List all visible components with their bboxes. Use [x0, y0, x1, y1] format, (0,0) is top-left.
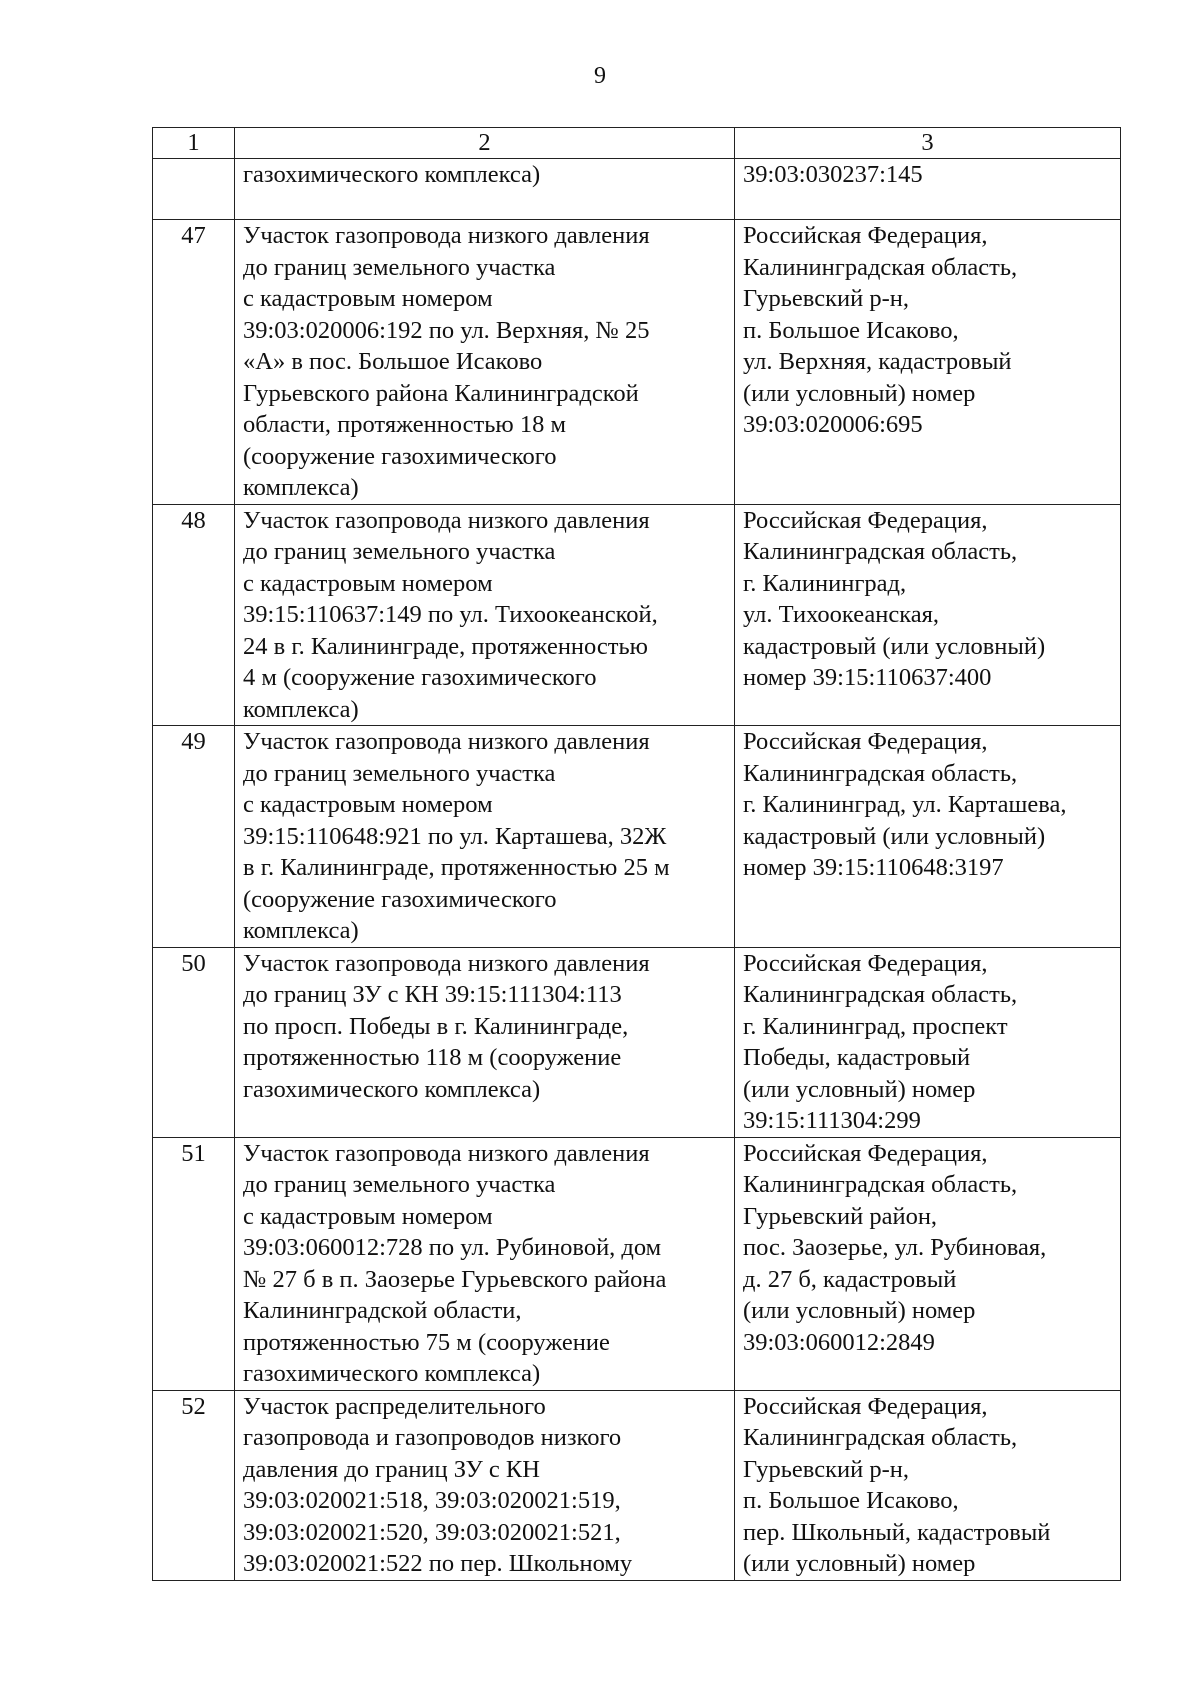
object-address: Российская Федерация, Калининградская область, г. Калининград, проспект Победы, кадастровый (или условный) номер 39:15:111304:299 [735, 947, 1121, 1137]
row-number: 48 [153, 504, 235, 726]
object-address: Российская Федерация, Калининградская область, Гурьевский р-н, п. Большое Исаково, ул. Верхняя, кадастровый (или условный) номер 39:03:020006:695 [735, 220, 1121, 505]
object-description: газохимического комплекса) [235, 159, 735, 216]
object-description: Участок газопровода низкого давления до границ земельного участка с кадастровым номером 39:03:060012:728 по ул. Рубиновой, дом № 27 б в п. Заозерье Гурьевского района Калининградской области, протяженностью 75 м (сооружение газохимического комплекса) [235, 1137, 735, 1390]
row-number: 49 [153, 726, 235, 948]
table-row [153, 1390, 1121, 1580]
row-number: 50 [153, 947, 235, 1137]
objects-table [152, 127, 1121, 1581]
page-number: 9 [594, 63, 606, 89]
object-description: Участок газопровода низкого давления до границ ЗУ с КН 39:15:111304:113 по просп. Победы в г. Калининграде, протяженностью 118 м (сооружение газохимического комплекса) [235, 947, 735, 1137]
row-number [153, 159, 235, 216]
table-row [153, 504, 1121, 726]
column-header-1: 1 [153, 128, 235, 159]
row-number: 51 [153, 1137, 235, 1390]
row-number: 47 [153, 220, 235, 505]
object-address: Российская Федерация, Калининградская область, Гурьевский р-н, п. Большое Исаково, пер. Школьный, кадастровый (или условный) номер [735, 1390, 1121, 1580]
table-row [153, 1137, 1121, 1390]
table-row-continuation [153, 159, 1121, 216]
object-description: Участок газопровода низкого давления до границ земельного участка с кадастровым номером 39:15:110648:921 по ул. Карташева, 32Ж в г. Калининграде, протяженностью 25 м (сооружение газохимического комплекса) [235, 726, 735, 948]
object-address: 39:03:030237:145 [735, 159, 1121, 216]
column-header-3: 3 [735, 128, 1121, 159]
object-address: Российская Федерация, Калининградская область, г. Калининград, ул. Карташева, кадастровый (или условный) номер 39:15:110648:3197 [735, 726, 1121, 948]
table-row [153, 947, 1121, 1137]
object-description: Участок газопровода низкого давления до границ земельного участка с кадастровым номером 39:03:020006:192 по ул. Верхняя, № 25 «А» в пос. Большое Исаково Гурьевского района Калининградской области, протяженностью 18 м (сооружение газохимического комплекса) [235, 220, 735, 505]
table-row [153, 726, 1121, 948]
column-header-2: 2 [235, 128, 735, 159]
table-header-row [153, 128, 1121, 159]
table-row [153, 220, 1121, 505]
object-address: Российская Федерация, Калининградская область, Гурьевский район, пос. Заозерье, ул. Рубиновая, д. 27 б, кадастровый (или условный) номер 39:03:060012:2849 [735, 1137, 1121, 1390]
object-description: Участок распределительного газопровода и газопроводов низкого давления до границ ЗУ с КН 39:03:020021:518, 39:03:020021:519, 39:03:020021:520, 39:03:020021:521, 39:03:020021:522 по пер. Школьному [235, 1390, 735, 1580]
row-number: 52 [153, 1390, 235, 1580]
object-description: Участок газопровода низкого давления до границ земельного участка с кадастровым номером 39:15:110637:149 по ул. Тихоокеанской, 24 в г. Калининграде, протяженностью 4 м (сооружение газохимического комплекса) [235, 504, 735, 726]
object-address: Российская Федерация, Калининградская область, г. Калининград, ул. Тихоокеанская, кадастровый (или условный) номер 39:15:110637:400 [735, 504, 1121, 726]
